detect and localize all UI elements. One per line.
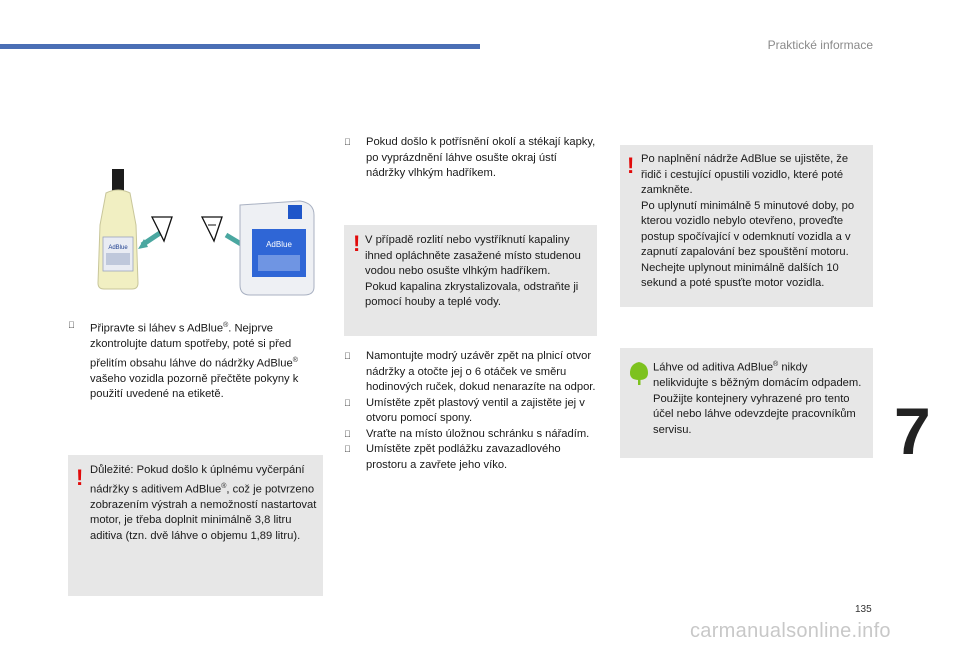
bullet-icon — [344, 442, 366, 473]
chapter-number: 7 — [894, 394, 931, 468]
eco-text: Láhve od aditiva AdBlue® nikdy nelikvidujte s běžným domácím odpadem. Použijte kontejnery vyhrazené pro tento účel nebo láhve odevzdejte pracovníkům servisu. — [653, 361, 862, 436]
bullet-icon — [344, 135, 366, 182]
warning-text: Důležité: Pokud došlo k úplnému vyčerpání nádržky s aditivem AdBlue®, což je potvrzeno zobrazením výstrah a nemožností nastartovat motor, je třeba doplnit minimálně 3,8 litru aditiva (tzn. dvě láhve o objemu 1,89 litru). — [90, 464, 317, 542]
bullet-icon — [344, 396, 366, 427]
list-item: Umístěte zpět podlážku zavazadlového prostoru a zavřete jeho víko. — [344, 442, 600, 473]
bottle-label: AdBlue — [108, 245, 128, 251]
warning-text: Po naplnění nádrže AdBlue se ujistěte, že řidič i cestující opustili vozidlo, které poté zamkněte. Po uplynutí minimálně 5 minutové doby, po kterou vozidlo nebylo otevřeno, proveďte postup spočívající v odemknutí vozidla a v zapnutí zapalování bez spouštění motoru. Nechejte uplynout minimálně dalších 10 sekund a poté spusťte motor vozidla. — [641, 153, 855, 289]
col2-bullet-list — [344, 349, 600, 473]
col1-bullet — [68, 318, 324, 403]
bullet-text: Připravte si láhev s AdBlue®. Nejprve zkontrolujte datum spotřeby, poté si před přelitím obsahu láhve do nádržky AdBlue® vašeho vozidla pozorně přečtěte pokyny k použití uvedené na etiketě. — [90, 322, 299, 401]
bullet-text: Pokud došlo k potřísnění okolí a stékají kapky, po vyprázdnění láhve osušte okraj ústí nádržky vlhkým hadříkem. — [366, 136, 596, 179]
col1-warning-box — [68, 455, 323, 596]
warning-exclamation-icon: ! — [627, 153, 635, 178]
bullet-icon — [344, 427, 366, 443]
canister-label: AdBlue — [266, 240, 292, 249]
col3-warning-box — [620, 145, 873, 307]
adblue-bottle-image — [98, 169, 138, 289]
adblue-canister-image — [240, 201, 314, 295]
list-item: Umístěte zpět plastový ventil a zajistěte jej v otvoru pomocí spony. — [344, 396, 600, 427]
col2-warning-box — [344, 225, 597, 336]
watermark: carmanualsonline.info — [690, 620, 891, 642]
eco-leaf-icon — [628, 360, 650, 386]
warning-text: V případě rozlití nebo vystříknutí kapaliny ihned opláchněte zasažené místo studenou vodou nebo osušte vlhkým hadříkem. Pokud kapalina zkrystalizovala, odstraňte ji pomocí houby a teplé vody. — [365, 234, 581, 308]
bullet-icon — [68, 318, 90, 403]
list-item: Vraťte na místo úložnou schránku s nářadím. — [344, 427, 600, 443]
list-item: Namontujte modrý uzávěr zpět na plnicí otvor nádržky a otočte jej o 6 otáček ve směru hodinových ruček, dokud nenarazíte na odpor. — [344, 349, 600, 396]
header-accent-bar — [0, 44, 480, 49]
warning-exclamation-icon: ! — [76, 465, 84, 490]
col3-eco-box — [620, 348, 873, 458]
section-title: Praktické informace — [767, 38, 873, 52]
adblue-illustration — [90, 165, 320, 300]
warning-exclamation-icon: ! — [353, 231, 361, 256]
col2-bullet-top — [344, 135, 598, 182]
bullet-icon — [344, 349, 366, 396]
pour-symbol-icon-2 — [202, 217, 222, 241]
page-number: 135 — [855, 604, 872, 615]
